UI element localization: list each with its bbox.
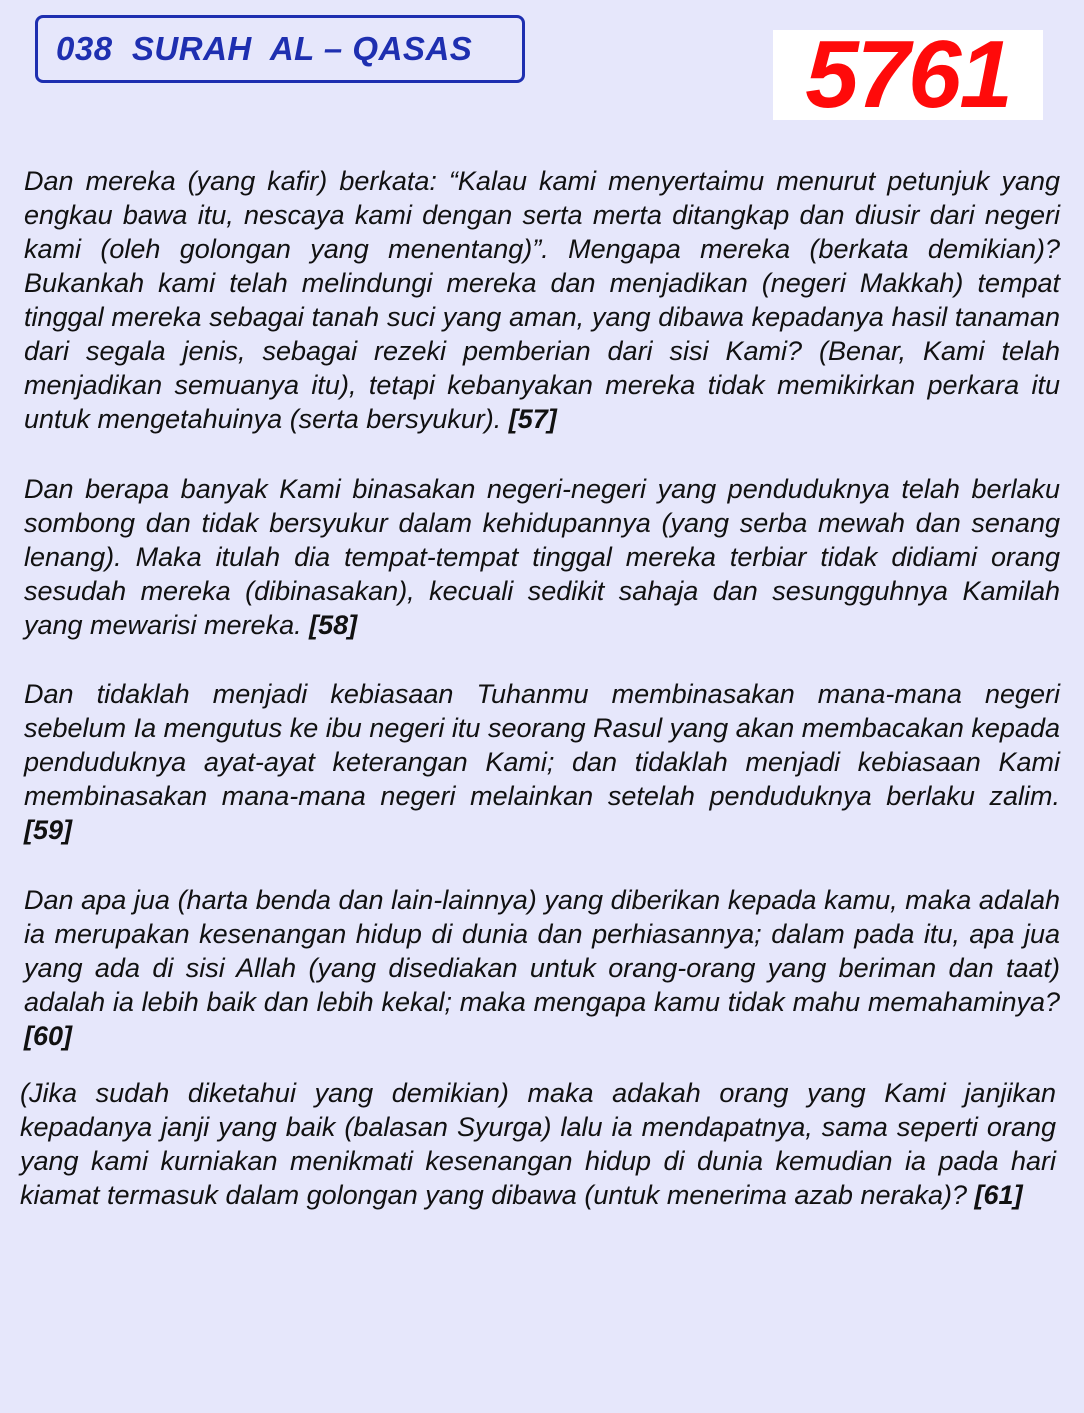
verse-text: Dan berapa banyak Kami binasakan negeri-negeri yang penduduknya telah berlaku sombong dan tidak bersyukur dalam kehidupannya (yang serba mewah dan senang lenang). Maka itulah dia tempat-tempat tinggal mereka terbiar tidak didiami orang sesudah mereka (dibinasakan), kecuali sedikit sahaja dan sesungguhnya Kamilah yang mewarisi mereka.	[24, 474, 1060, 640]
verse-58	[24, 472, 1060, 642]
verse-number: [57]	[508, 404, 557, 434]
verse-text: (Jika sudah diketahui yang demikian) maka adakah orang yang Kami janjikan kepadanya janji yang baik (balasan Syurga) lalu ia mendapatnya, sama seperti orang yang kami kurniakan menikmati kesenangan hidup di dunia kemudian ia pada hari kiamat termasuk dalam golongan yang dibawa (untuk menerima azab neraka)?	[20, 1078, 1056, 1210]
verse-60	[24, 883, 1060, 1053]
verse-number: [60]	[24, 1021, 73, 1051]
verse-number: [61]	[974, 1180, 1023, 1210]
verse-number: [59]	[24, 815, 73, 845]
verse-59	[24, 677, 1060, 847]
surah-title-box	[35, 15, 525, 83]
verse-text: Dan tidaklah menjadi kebiasaan Tuhanmu membinasakan mana-mana negeri sebelum Ia mengutus ke ibu negeri itu seorang Rasul yang akan membacakan kepada penduduknya ayat-ayat keterangan Kami; dan tidaklah menjadi kebiasaan Kami membinasakan mana-mana negeri melainkan setelah penduduknya berlaku zalim.	[24, 679, 1060, 811]
verse-text: Dan mereka (yang kafir) berkata: “Kalau kami menyertaimu menurut petunjuk yang engkau bawa itu, nescaya kami dengan serta merta ditangkap dan diusir dari negeri kami (oleh golongan yang menentang)”. Mengapa mereka (berkata demikian)? Bukankah kami telah melindungi mereka dan menjadikan (negeri Makkah) tempat tinggal mereka sebagai tanah suci yang aman, yang dibawa kepadanya hasil tanaman dari segala jenis, sebagai rezeki pemberian dari sisi Kami? (Benar, Kami telah menjadikan semuanya itu), tetapi kebanyakan mereka tidak memikirkan perkara itu untuk mengetahuinya (serta bersyukur).	[24, 166, 1060, 434]
verse-61	[20, 1076, 1056, 1212]
verse-text: Dan apa jua (harta benda dan lain-lainnya) yang diberikan kepada kamu, maka adalah ia merupakan kesenangan hidup di dunia dan perhiasannya; dalam pada itu, apa jua yang ada di sisi Allah (yang disediakan untuk orang-orang yang beriman dan taat) adalah ia lebih baik dan lebih kekal; maka mengapa kamu tidak mahu memahaminya?	[24, 885, 1060, 1017]
page-number: 5761	[805, 21, 1011, 128]
surah-title: 038 SURAH AL – QASAS	[56, 30, 473, 67]
verse-number: [58]	[309, 610, 358, 640]
verse-57	[24, 164, 1060, 436]
page-number-box	[773, 21, 1043, 128]
